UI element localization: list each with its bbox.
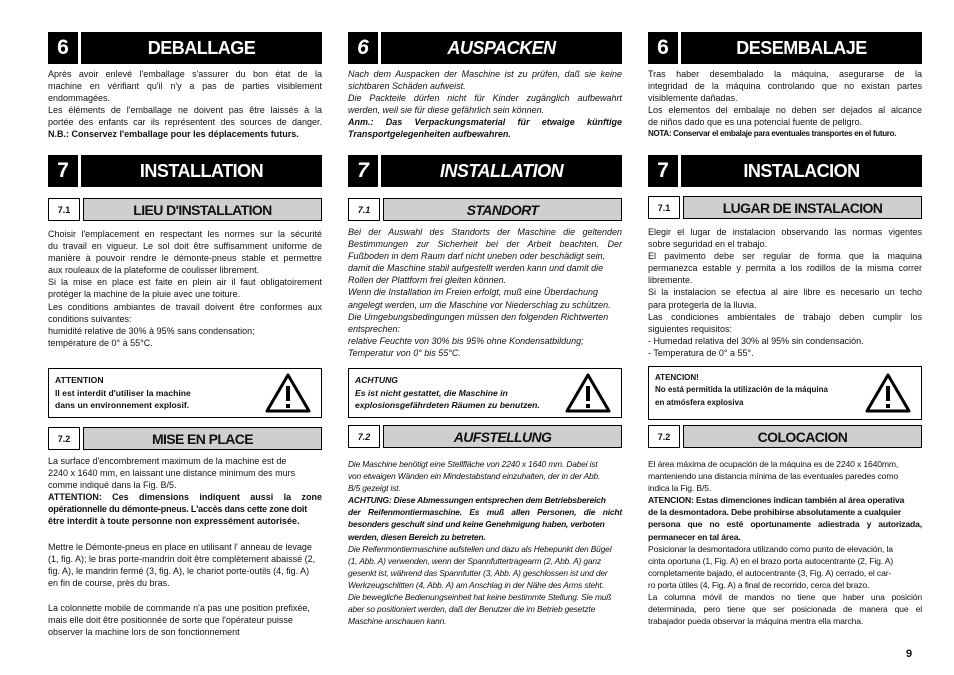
warning-line: de la desmontadora. Debe prohibirse absolutamente a cualquier — [648, 507, 902, 518]
subsection-7-1-header — [348, 198, 622, 221]
text-line: visiblemente dañadas. — [648, 93, 738, 104]
text-line: Bei der Auswahl des Standorts der Maschine die geltenden — [348, 227, 622, 237]
text-line: température de 0° à 55°C. — [48, 337, 153, 348]
text-line: Maschine anschauen kann. — [348, 616, 447, 627]
text-line: aber so positioniert werden, daß der Benutzer die im Betrieb gesetzte — [348, 604, 596, 615]
text-line: - Temperatura de 0° a 55°. — [648, 347, 754, 358]
subsection-7-1-text — [648, 226, 922, 359]
subsection-7-1-number: 7.1 — [348, 198, 380, 221]
section-6-title: AUSPACKEN — [381, 32, 622, 64]
text-line: Nach dem Auspacken der Maschine ist zu prüfen, daß sie keine — [348, 69, 622, 79]
subsection-7-2-paragraph — [48, 602, 322, 638]
section-7-number: 7 — [48, 155, 78, 187]
warning-box — [648, 366, 922, 420]
warning-title: ATTENTION — [55, 375, 104, 385]
text-line: 2240 x 1640 mm, en laissant une distance minimum des murs — [48, 468, 296, 479]
warning-line: explosionsgefährdeten Räumen zu benutzen. — [355, 400, 540, 411]
text-line: Die Umgebungsbedingungen müssen den folgenden Richtwerten — [348, 311, 609, 322]
subsection-7-1-title: STANDORT — [383, 198, 622, 221]
warning-text — [355, 374, 565, 412]
warning-line: en atmósfera explosiva — [655, 397, 744, 407]
subsection-7-2-text — [48, 455, 322, 528]
section-6-number: 6 — [348, 32, 378, 64]
subsection-7-1-number: 7.1 — [48, 198, 80, 221]
warning-text — [655, 372, 865, 409]
warning-line: besonders geschult sind und keine Genehmigung haben, verboten — [348, 519, 605, 530]
section-6-number: 6 — [48, 32, 78, 64]
text-line: werden, weil sie für diese gefährlich sein können. — [348, 105, 545, 116]
text-line: Las condiciones ambientales de trabajo deben cumplir los — [648, 311, 922, 322]
warning-line: être interdit à toute personne non expressément autorisée. — [48, 516, 300, 527]
text-line: protéger la machine de la pluie avec une toiture. — [48, 289, 241, 300]
warning-text — [55, 374, 265, 412]
text-line: aux rouleaux de la plateforme de coulisser librement. — [48, 265, 260, 276]
text-line: permanezca estable y permita a los rodillos de la misma correr — [648, 263, 922, 274]
text-line: relative Feuchte von 30% bis 95% ohne Kondensatbildung; — [348, 335, 584, 346]
text-line: conditions suivantes: — [48, 313, 132, 324]
section-7-title: INSTALLATION — [81, 155, 322, 187]
warning-line: Es ist nicht gestattet, die Maschine in — [355, 387, 508, 398]
text-line: determinada, pero tiene que ser posicionada de manera que el — [648, 604, 922, 615]
text-line: completamente bajado, el autocentrante (3, Fig. A) cerrado, el car- — [648, 567, 892, 578]
note-line: Transportgelegenheiten aufbewahren. — [348, 129, 511, 140]
note-line: NOTA: Conservar el embalaje para eventuales transportes en el futuro. — [648, 129, 897, 139]
subsection-7-1-header — [48, 198, 322, 221]
text-line: comme indiqué dans la Fig. B/5. — [48, 480, 177, 491]
note-line: Anm.: Das Verpackungsmaterial für etwaige künftige — [348, 117, 622, 128]
warning-line: werden, diesen Bereich zu betreten. — [348, 531, 486, 542]
text-line: humidité relative de 30% à 95% sans condensation; — [48, 325, 255, 336]
subsection-7-1-number: 7.1 — [648, 196, 680, 219]
warning-line: opérationnelle du démonte-pneus. L'accès dans cette zone doit — [48, 504, 307, 515]
section-6-header — [648, 32, 922, 64]
subsection-7-2-number: 7.2 — [648, 425, 680, 448]
section-6-text — [648, 68, 922, 141]
text-line: portée des enfants car ils représentent des sources de danger. — [48, 117, 322, 128]
subsection-7-2-text — [648, 458, 922, 627]
warning-line: permanecer en tal área. — [648, 531, 741, 542]
text-line: Les éléments de l'emballage ne doivent pas être laissés à la — [48, 105, 322, 116]
warning-line: ATENCION: Estas dimenciones indican también al área operativa — [648, 495, 905, 506]
text-line: El área máxima de ocupación de la máquina es de 2240 x 1640mm, — [648, 459, 899, 469]
section-7-header — [648, 155, 922, 187]
text-line: damit die Maschine stabil aufgestellt werden kann und damit die — [348, 263, 604, 274]
subsection-7-1-title: LUGAR DE INSTALACION — [683, 196, 922, 219]
text-line: ro porta útiles (4, Fig. A) a final de recorrido, cerca del brazo. — [648, 579, 870, 590]
text-line: Los elementos del embalaje no deben ser dejados al alcance — [648, 105, 922, 116]
text-line: Die bewegliche Bedienungseinheit hat keine bestimmte Stellung. Sie muß — [348, 592, 612, 603]
section-7-number: 7 — [348, 155, 378, 187]
warning-line: Il est interdit d'utiliser la machine — [55, 387, 191, 398]
text-line: en fin de course, près du bras. — [48, 578, 170, 589]
text-line: trabajador pueda observar la máquina mentra ella marcha. — [648, 616, 864, 627]
warning-title: ACHTUNG — [355, 375, 398, 385]
section-6-text — [348, 68, 622, 141]
text-line: Si la mise en place est faite en plein air il faut obligatoirement — [48, 277, 322, 288]
text-line: Wenn die Installation im Freien erfolgt, muß eine Überdachung — [348, 287, 598, 298]
text-line: (1, Abb. A) verwenden, wenn der Spannfuttertragearm (2, Abb. A) ganz — [348, 555, 601, 566]
text-line: observer la machine lors de son fonctionnement — [48, 627, 240, 638]
warning-line: ACHTUNG: Diese Abmessungen entsprechen dem Betriebsbereich — [348, 495, 606, 506]
warning-title: ATENCION! — [655, 373, 699, 382]
page-number: 9 — [906, 648, 913, 660]
warning-line: der Reifenmontiermaschine. Es muß allen Personen, die nicht — [348, 507, 622, 518]
text-line: Die Maschine benötigt eine Stellfläche von 2240 x 1640 mm. Dabei ist — [348, 459, 598, 469]
subsection-7-2-title: COLOCACION — [683, 425, 922, 448]
warning-line: ATTENTION: Ces dimensions indiquent aussi la zone — [48, 492, 322, 503]
warning-line: persona que no esté oportunamente adiestrada y autorizada, — [648, 519, 922, 530]
section-6-header — [48, 32, 322, 64]
note-line: N.B.: Conservez l'emballage pour les déplacements futurs. — [48, 129, 299, 140]
text-line: - Humedad relativa del 30% al 95% sin condensación. — [648, 335, 864, 346]
subsection-7-2-text — [348, 458, 622, 627]
text-line: Après avoir enlevé l'emballage s'assurer du bon état de la — [48, 69, 322, 79]
subsection-7-2-title: MISE EN PLACE — [83, 427, 322, 450]
subsection-7-1-title: LIEU D'INSTALLATION — [83, 198, 322, 221]
text-line: angelegt werden, um die Maschine vor Niederschlag zu schützen. — [348, 299, 611, 310]
section-7-header — [48, 155, 322, 187]
subsection-7-2-header — [348, 425, 622, 448]
text-line: libremente. — [648, 275, 693, 286]
subsection-7-1-text — [348, 226, 622, 359]
text-line: Fußboden in dem Raum darf nicht uneben oder beschädigt sein, — [348, 251, 606, 262]
warning-line: No está permitida la utilización de la máquina — [655, 385, 828, 395]
warning-box — [348, 368, 622, 418]
text-line: Choisir l'emplacement en respectant les normes sur la sécurité — [48, 229, 322, 239]
section-6-number: 6 — [648, 32, 678, 64]
text-line: machine en vérifiant qu'il n'y a pas de parties visiblement — [48, 81, 322, 92]
subsection-7-1-text — [48, 228, 322, 349]
text-line: von etwaigen Wänden ein Mindestabstand einzuhalten, der in der Abb. — [348, 471, 601, 482]
section-6-header — [348, 32, 622, 64]
section-6-text — [48, 68, 322, 141]
text-line: siguientes requisitos: — [648, 323, 733, 334]
text-line: para protegerla de la lluvia. — [648, 299, 757, 310]
text-line: sobre seguridad en el trabajo. — [648, 239, 768, 250]
warning-triangle-icon — [565, 373, 611, 413]
text-line: cinta oportuna (1, Fig. A) en el brazo porta autocentrante (2, Fig. A) — [648, 555, 894, 566]
subsection-7-2-header — [48, 427, 322, 450]
subsection-7-2-header — [648, 425, 922, 448]
text-line: B/5 gezeigt ist. — [348, 483, 401, 494]
text-line: manteniendo una distancia mínima de las eventuales paredes como — [648, 471, 898, 482]
text-line: gesenkt ist, während das Spannfutter (3, Abb. A) geschlossen ist und der — [348, 567, 608, 578]
text-line: Die Reifenmontiermaschine aufstellen und dazu als Hebepunkt den Bügel — [348, 543, 612, 554]
text-line: de niños dado que es una potencial fuente de peligro. — [648, 117, 863, 128]
text-line: Elegir el lugar de instalacion observando las normas vigentes — [648, 227, 922, 237]
text-line: Mettre le Démonte-pneus en place en utilisant l' anneau de levage — [48, 542, 312, 552]
text-line: Les conditions ambiantes de travail doivent être conformes aux — [48, 301, 322, 312]
text-line: entsprechen: — [348, 323, 401, 334]
warning-box — [48, 368, 322, 418]
text-line: du travail en vigueur. Le sol doit être suffisamment uniforme de — [48, 241, 322, 252]
section-7-title: INSTALACION — [681, 155, 922, 187]
subsection-7-2-number: 7.2 — [348, 425, 380, 448]
text-line: Werkzeugschlitten (4, Abb. A) am Anschlag in der Nähe des Arms steht. — [348, 579, 604, 590]
text-line: endommagées. — [48, 93, 111, 104]
text-line: Rollen der Plattform frei gleiten können. — [348, 275, 507, 286]
text-line: mais elle doit être positionnée de sorte que l'opérateur puisse — [48, 615, 293, 626]
section-6-title: DEBALLAGE — [81, 32, 322, 64]
text-line: Si la instalacion se efectua al aire libre es necesario un techo — [648, 287, 922, 298]
text-line: El pavimento debe ser regular de forma que la maquina — [648, 251, 922, 262]
text-line: La colonnette mobile de commande n'a pas une position prefixée, — [48, 603, 310, 613]
text-line: Temperatur von 0° bis 55°C. — [348, 347, 461, 358]
warning-triangle-icon — [865, 373, 911, 413]
text-line: indica la Fig. B/5. — [648, 483, 712, 494]
warning-line: dans un environnement explosif. — [55, 400, 190, 411]
text-line: sichtbaren Schäden aufweist. — [348, 81, 466, 92]
section-7-number: 7 — [648, 155, 678, 187]
section-6-title: DESEMBALAJE — [681, 32, 922, 64]
text-line: (1, fig. A); le bras porte-mandrin doit être complètement abaissé (2, — [48, 554, 316, 565]
text-line: Die Packteile dürfen nicht für Kinder zugänglich aufbewahrt — [348, 93, 622, 104]
subsection-7-1-header — [648, 196, 922, 219]
column-spanish — [648, 0, 922, 675]
text-line: Tras haber desembalado la máquina, asegurarse de la — [648, 69, 922, 79]
subsection-7-2-paragraph — [48, 541, 322, 589]
text-line: La columna móvil de mandos no tiene que haber una posición — [648, 592, 922, 603]
warning-triangle-icon — [265, 373, 311, 413]
column-german — [348, 0, 622, 675]
text-line: Posicionar la desmontadora utilizando como punto de elevación, la — [648, 543, 893, 554]
subsection-7-2-number: 7.2 — [48, 427, 80, 450]
section-7-title: INSTALLATION — [381, 155, 622, 187]
text-line: Bestimmungen zur Sicherheit bei der Arbeit beachten. Der — [348, 239, 622, 250]
text-line: integridad de la máquina controlando que no existan partes — [648, 81, 922, 92]
text-line: La surface d'encombrement maximum de la machine est de — [48, 456, 287, 466]
text-line: manière à pouvoir rendre le démonte-pneus stable et permettre — [48, 253, 322, 264]
section-7-header — [348, 155, 622, 187]
subsection-7-2-title: AUFSTELLUNG — [383, 425, 622, 448]
text-line: fig. A), le mandrin fermé (3, fig. A), le chariot porte-outils (4, fig. A) — [48, 566, 310, 577]
column-french — [48, 0, 322, 675]
